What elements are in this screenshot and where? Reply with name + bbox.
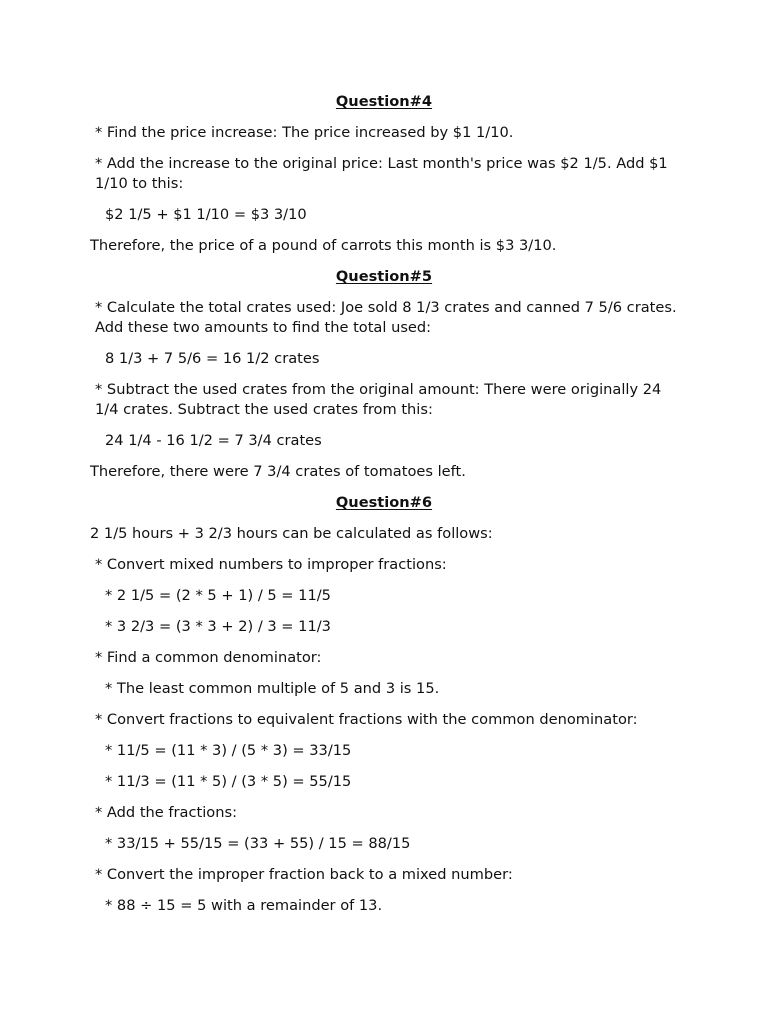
q6-step-add-fractions: * Add the fractions:: [95, 804, 237, 821]
q6-substep-division: * 88 ÷ 15 = 5 with a remainder of 13.: [105, 897, 383, 914]
question-6-heading: Question#6: [335, 494, 433, 511]
q4-step-find-increase: * Find the price increase: The price increased by $1 1/10.: [95, 124, 514, 141]
q6-step-convert-mixed: * Convert the improper fraction back to a mixed number:: [95, 866, 513, 883]
q5-equation-difference: 24 1/4 - 16 1/2 = 7 3/4 crates: [105, 432, 322, 449]
q6-step-equivalent-fractions: * Convert fractions to equivalent fractions with the common denominator:: [95, 711, 638, 728]
q6-substep-second-fraction: * 3 2/3 = (3 * 3 + 2) / 3 = 11/3: [105, 618, 331, 635]
q6-substep-equivalent-first: * 11/5 = (11 * 3) / (5 * 3) = 33/15: [105, 742, 352, 759]
question-5-heading: Question#5: [335, 268, 433, 285]
q5-conclusion: Therefore, there were 7 3/4 crates of tomatoes left.: [90, 463, 466, 480]
q4-equation: $2 1/5 + $1 1/10 = $3 3/10: [105, 206, 307, 223]
q5-step-total-crates: * Calculate the total crates used: Joe sold 8 1/3 crates and canned 7 5/6 crates. Add these two amounts to find the total used:: [95, 299, 682, 336]
q6-substep-equivalent-second: * 11/3 = (11 * 5) / (3 * 5) = 55/15: [105, 773, 352, 790]
q6-substep-first-fraction: * 2 1/5 = (2 * 5 + 1) / 5 = 11/5: [105, 587, 331, 604]
q4-conclusion: Therefore, the price of a pound of carrots this month is $3 3/10.: [90, 237, 557, 254]
q6-intro: 2 1/5 hours + 3 2/3 hours can be calculated as follows:: [90, 525, 493, 542]
question-4-heading: Question#4: [335, 93, 433, 110]
q4-step-add-increase: * Add the increase to the original price: Last month's price was $2 1/5. Add $1 1/10 to this:: [95, 155, 673, 192]
q6-substep-sum: * 33/15 + 55/15 = (33 + 55) / 15 = 88/15: [105, 835, 411, 852]
q6-substep-lcm: * The least common multiple of 5 and 3 is 15.: [105, 680, 440, 697]
q6-step-convert-improper: * Convert mixed numbers to improper fractions:: [95, 556, 447, 573]
q5-step-subtract: * Subtract the used crates from the original amount: There were originally 24 1/4 crates. Subtract the used crates from this:: [95, 381, 666, 418]
q5-equation-sum: 8 1/3 + 7 5/6 = 16 1/2 crates: [105, 350, 320, 367]
document-body: [90, 92, 682, 927]
q6-step-common-denominator: * Find a common denominator:: [95, 649, 322, 666]
